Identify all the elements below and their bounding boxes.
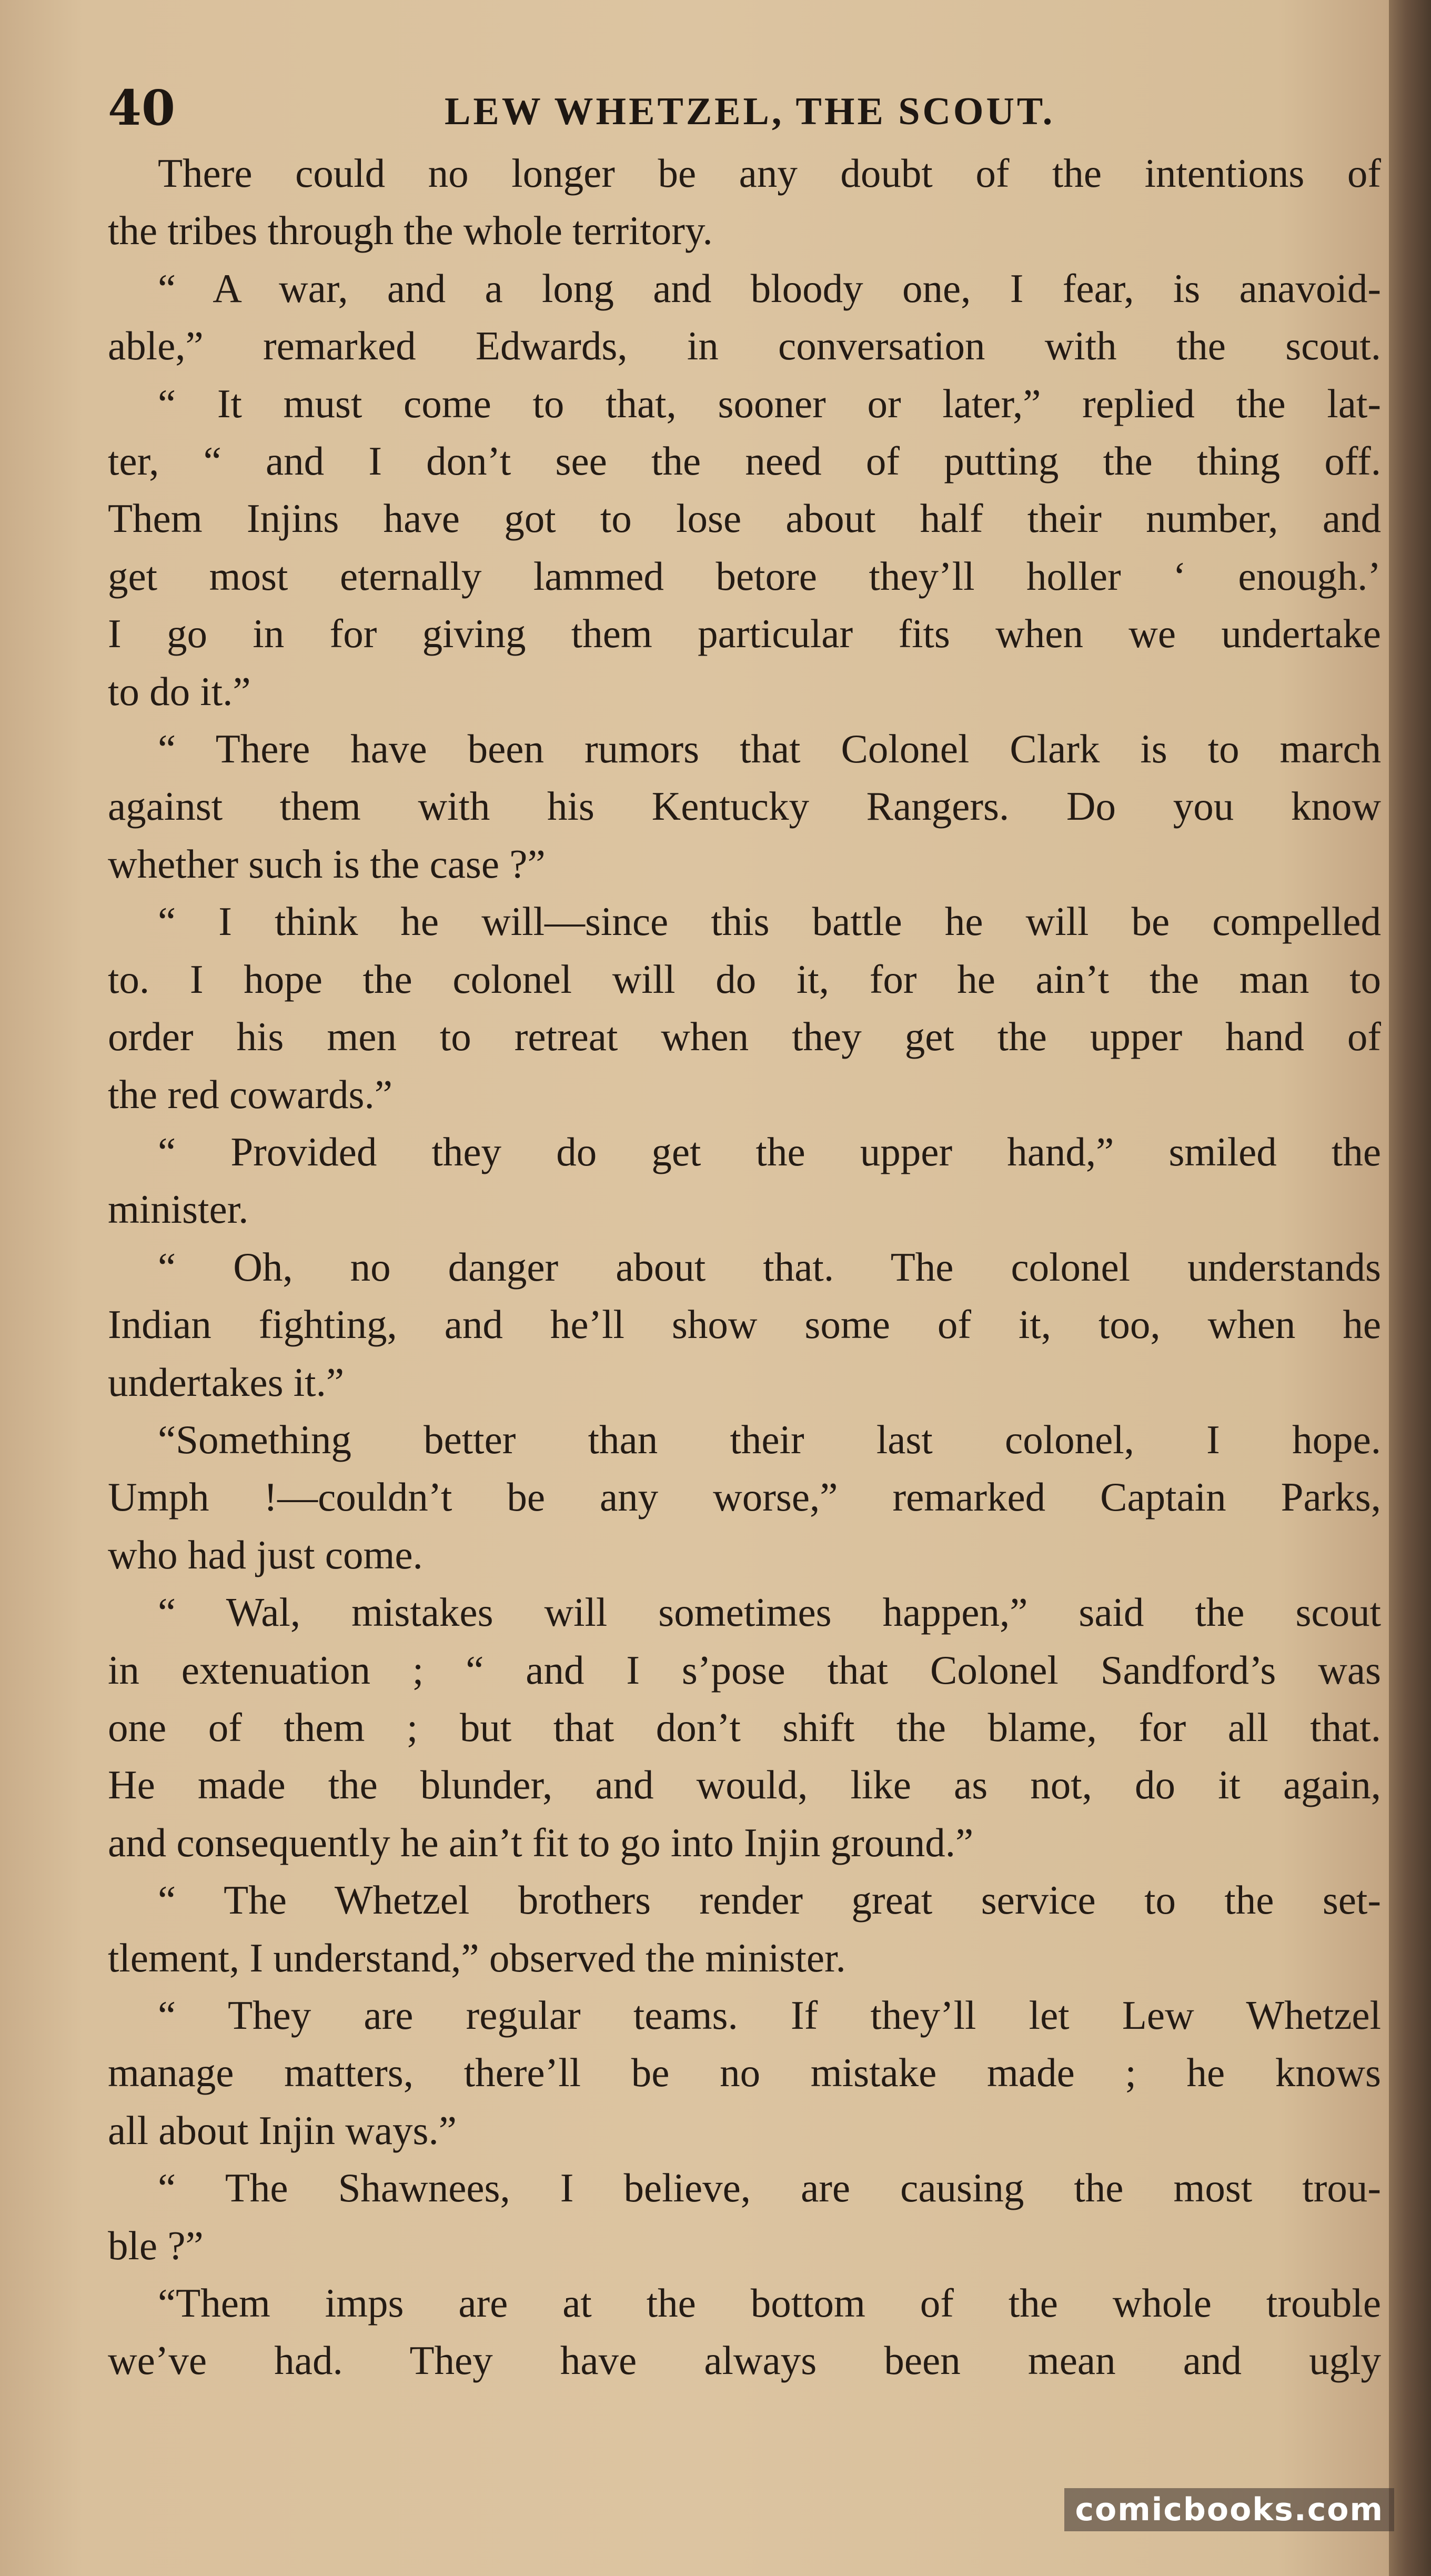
watermark: comicbooks.com: [1064, 2488, 1394, 2531]
text-line: we’ve had. They have always been mean and ugly: [108, 2338, 1381, 2383]
text-line: all about Injin ways.”: [108, 2107, 457, 2153]
text-line: “ Provided they do get the upper hand,” smiled the: [158, 1129, 1381, 1174]
text-line: Them Injins have got to lose about half their number, and: [108, 496, 1381, 541]
book-binding-edge: [1389, 0, 1431, 2576]
text-line: whether such is the case ?”: [108, 841, 546, 887]
text-line: “ The Shawnees, I believe, are causing the most trou-: [158, 2165, 1381, 2211]
text-line: minister.: [108, 1186, 249, 1232]
page-number: 40: [108, 79, 176, 136]
text-line: order his men to retreat when they get the upper hand of: [108, 1014, 1381, 1060]
text-line: in extenuation ; “ and I s’pose that Colonel Sandford’s was: [108, 1647, 1381, 1693]
text-line: and consequently he ain’t fit to go into Injin ground.”: [108, 1819, 974, 1865]
text-line: “ It must come to that, sooner or later,” replied the lat-: [158, 380, 1381, 426]
running-title: LEW WHETZEL, THE SCOUT.: [445, 90, 1055, 133]
text-line: Indian fighting, and he’ll show some of it, too, when he: [108, 1302, 1381, 1347]
text-line: “ I think he will—since this battle he will be compelled: [158, 899, 1381, 944]
text-line: ter, “ and I don’t see the need of putting the thing off.: [108, 438, 1381, 484]
text-line: There could no longer be any doubt of the intentions of: [158, 150, 1381, 196]
text-line: get most eternally lammed betore they’ll holler ‘ enough.’: [108, 553, 1381, 599]
page-header: [108, 74, 1365, 142]
text-line: manage matters, there’ll be no mistake made ; he knows: [108, 2050, 1381, 2096]
text-line: Umph !—couldn’t be any worse,” remarked Captain Parks,: [108, 1474, 1381, 1520]
text-line: the tribes through the whole territory.: [108, 208, 713, 254]
text-line: “ A war, and a long and bloody one, I fear, is anavoid-: [158, 265, 1381, 311]
text-line: “ The Whetzel brothers render great service to the set-: [158, 1877, 1381, 1923]
text-line: I go in for giving them particular fits when we undertake: [108, 611, 1381, 657]
text-line: “Them imps are at the bottom of the whole trouble: [158, 2280, 1381, 2326]
text-line: the red cowards.”: [108, 1071, 392, 1117]
text-line: to. I hope the colonel will do it, for he ain’t the man to: [108, 956, 1381, 1002]
text-line: tlement, I understand,” observed the minister.: [108, 1935, 846, 1980]
text-line: against them with his Kentucky Rangers. Do you know: [108, 783, 1381, 829]
text-line: able,” remarked Edwards, in conversation with the scout.: [108, 323, 1381, 369]
text-line: to do it.”: [108, 668, 251, 714]
text-line: “Something better than their last colonel, I hope.: [158, 1416, 1381, 1462]
text-line: “ They are regular teams. If they’ll let Lew Whetzel: [158, 1993, 1381, 2038]
text-line: “ There have been rumors that Colonel Clark is to march: [158, 726, 1381, 772]
text-line: “ Wal, mistakes will sometimes happen,” said the scout: [158, 1589, 1381, 1635]
text-line: who had just come.: [108, 1532, 423, 1577]
page-body-text: [108, 145, 1381, 2397]
text-line: one of them ; but that don’t shift the blame, for all that.: [108, 1704, 1381, 1750]
text-line: He made the blunder, and would, like as not, do it again,: [108, 1762, 1381, 1808]
text-line: ble ?”: [108, 2222, 204, 2268]
text-line: undertakes it.”: [108, 1359, 344, 1405]
text-line: “ Oh, no danger about that. The colonel understands: [158, 1244, 1381, 1290]
